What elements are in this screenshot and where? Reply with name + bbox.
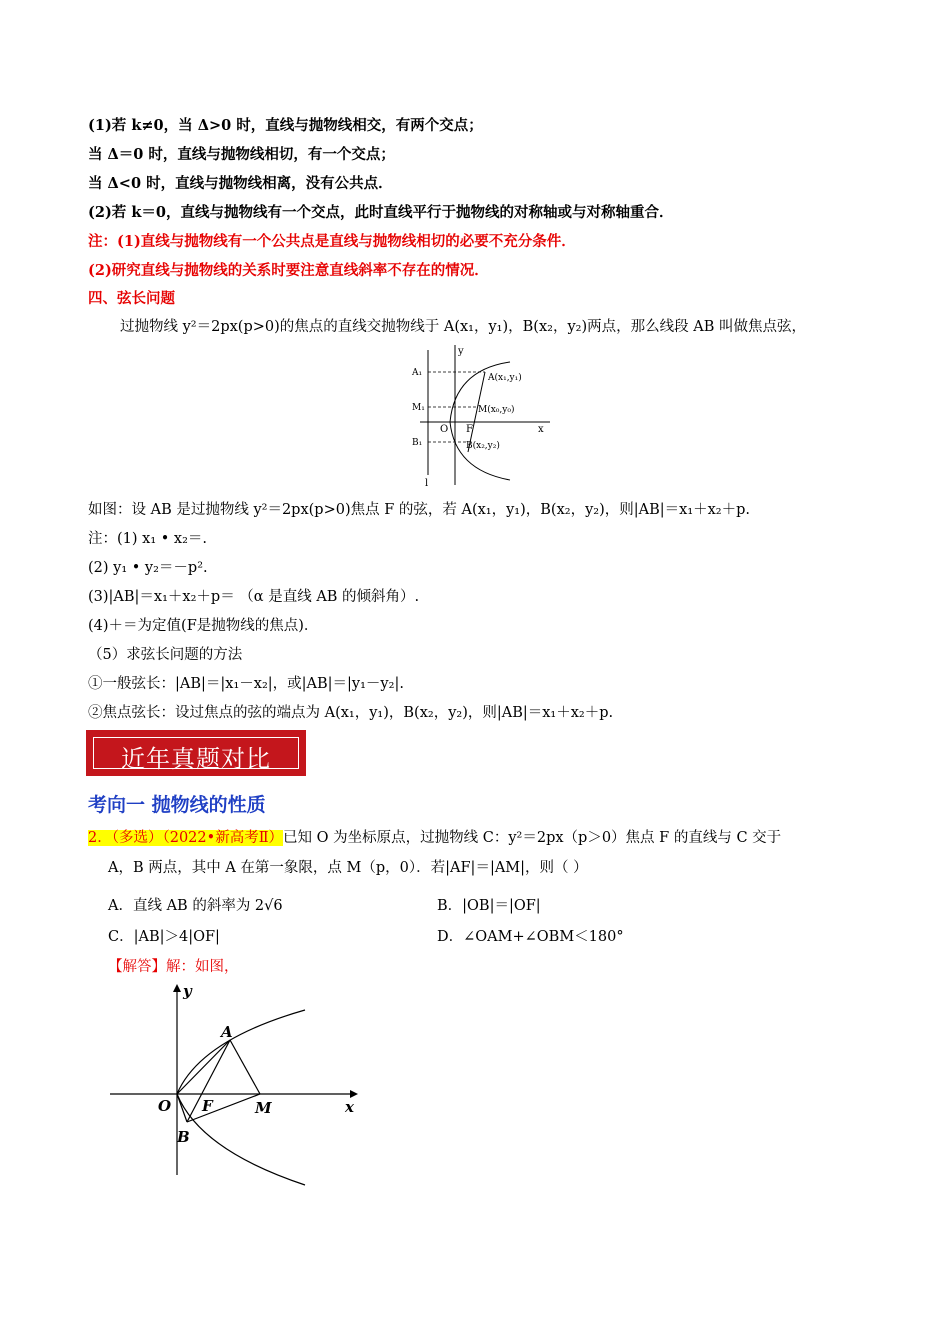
method-focal: ②焦点弦长：设过焦点的弦的端点为 A(x₁，y₁)，B(x₂，y₂)，则|AB|＝x₁＋x₂＋p. <box>88 705 614 721</box>
question-number: 2． <box>88 830 112 846</box>
line-case2: (2)若 k＝0，直线与抛物线有一个交点，此时直线平行于抛物线的对称轴或与对称轴重合． <box>88 204 674 221</box>
fig1-origin-label: O <box>440 424 449 435</box>
chord-intro: 过抛物线 y²＝2px(p>0)的焦点的直线交抛物线于 A(x₁，y₁)，B(x₂，y₂)两点，那么线段 AB 叫做焦点弦， <box>120 319 806 335</box>
fig1-point-m-label: M(x₀,y₀) <box>478 405 515 415</box>
line-apart: 当 Δ<0 时，直线与抛物线相离，没有公共点． <box>88 175 393 192</box>
note-chord-length: (3)|AB|＝x₁＋x₂＋p＝ （α 是直线 AB 的倾斜角）. <box>88 589 420 605</box>
fig2-origin-label: O <box>158 1097 172 1115</box>
fig2-focus-label: F <box>202 1097 213 1115</box>
note-constant: (4)＋＝为定值(F是抛物线的焦点)． <box>88 618 319 634</box>
question-header <box>88 828 781 848</box>
kaoxiang-heading: 考向一 抛物线的性质 <box>88 794 266 816</box>
fig1-x-label: x <box>538 424 544 435</box>
fig1-focus-label: F <box>466 424 473 435</box>
figure-description: 如图：设 AB 是过抛物线 y²＝2px(p>0)焦点 F 的弦，若 A(x₁，y₁)，B(x₂，y₂)，则|AB|＝x₁＋x₂＋p. <box>88 502 751 518</box>
option-d: D．∠OAM+∠OBM＜180° <box>437 929 624 945</box>
section-title-chord: 四、弦长问题 <box>88 290 175 307</box>
note-1: 注：(1)直线与抛物线有一个公共点是直线与抛物线相切的必要不充分条件． <box>88 233 576 250</box>
fig1-point-b-label: B(x₂,y₂) <box>466 441 500 451</box>
fig2-m-label: M <box>255 1099 272 1117</box>
line-case1: (1)若 k≠0，当 Δ>0 时，直线与抛物线相交，有两个交点； <box>88 117 483 134</box>
question-stem-2: A，B 两点，其中 A 在第一象限，点 M（p，0）．若|AF|＝|AM|，则（ ） <box>108 860 588 876</box>
section-banner <box>86 730 306 776</box>
fig2-b-label: B <box>177 1128 190 1146</box>
question-tag: （多选）（2022•新高考Ⅱ） <box>111 830 284 846</box>
fig2-a-label: A <box>221 1023 233 1041</box>
fig1-m1-label: M₁ <box>412 403 425 413</box>
banner-title: 近年真题对比 <box>121 745 271 773</box>
fig1-a1-label: A₁ <box>412 368 423 378</box>
note-product-y: (2) y₁ • y₂＝－p². <box>88 560 208 576</box>
answer-line <box>108 957 239 977</box>
method-general: ①一般弦长：|AB|＝|x₁－x₂|，或|AB|＝|y₁－y₂|. <box>88 676 404 692</box>
fig1-b1-label: B₁ <box>412 438 423 448</box>
fig1-point-a-label: A(x₁,y₁) <box>488 373 522 383</box>
answer-tag: 【解答】 <box>108 959 166 975</box>
fig1-directrix-label: l <box>425 478 429 489</box>
option-c: C．|AB|＞4|OF| <box>108 929 220 945</box>
fig2-y-label: y <box>183 982 192 1000</box>
focal-chord-figure <box>400 340 560 490</box>
fig1-y-label: y <box>458 346 464 357</box>
note-2: (2)研究直线与抛物线的关系时要注意直线斜率不存在的情况． <box>88 262 489 279</box>
question-stem-1: 已知 O 为坐标原点，过抛物线 C：y²＝2px（p＞0）焦点 F 的直线与 C 交于 <box>283 830 782 846</box>
fig2-x-label: x <box>345 1098 354 1116</box>
line-tangent: 当 Δ＝0 时，直线与抛物线相切，有一个交点； <box>88 146 395 163</box>
note-product-x: 注：(1) x₁ • x₂＝. <box>88 531 208 547</box>
note-methods-heading: （5）求弦长问题的方法 <box>88 647 243 663</box>
option-a: A．直线 AB 的斜率为 2√6 <box>108 898 283 914</box>
option-b: B．|OB|＝|OF| <box>437 898 541 914</box>
answer-text: 解：如图， <box>166 959 239 975</box>
solution-figure <box>105 980 365 1190</box>
